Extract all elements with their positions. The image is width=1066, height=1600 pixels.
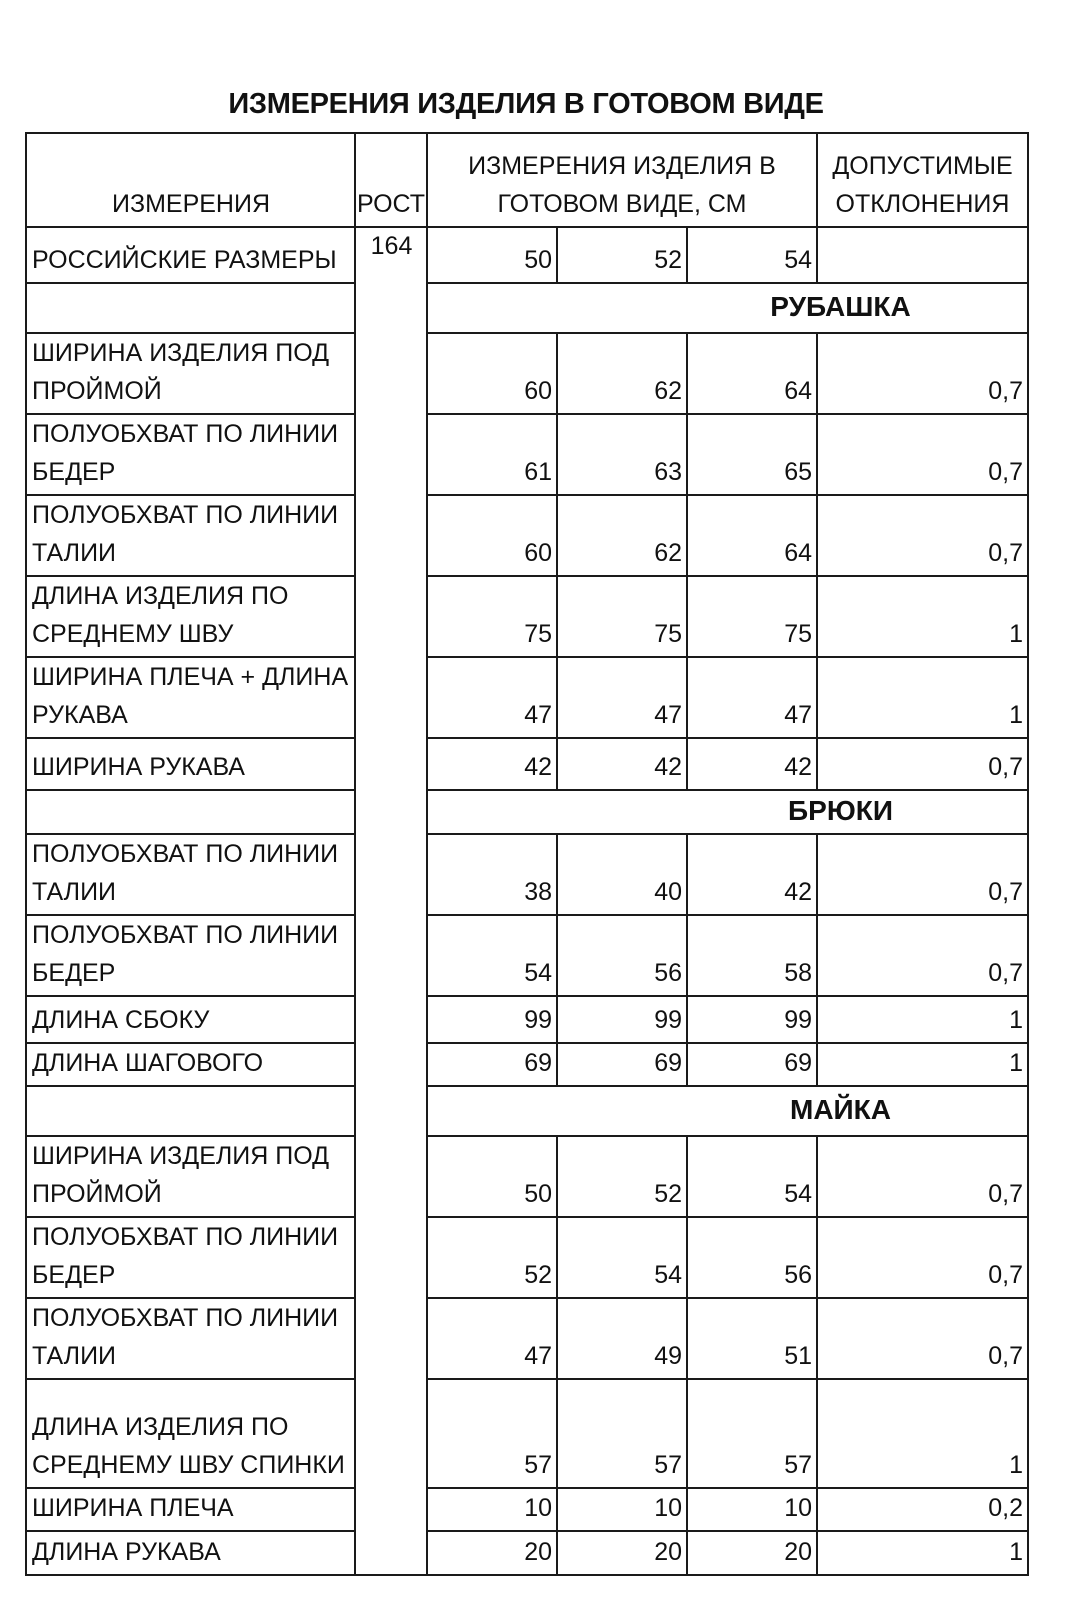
- section-empty-cell: [26, 790, 355, 834]
- tolerance-value: 1: [817, 657, 1028, 738]
- measure-value: 47: [427, 1298, 557, 1379]
- measure-label: ПОЛУОБХВАТ ПО ЛИНИИ ТАЛИИ: [26, 834, 355, 915]
- table-row: [26, 333, 1028, 414]
- table-row: [26, 1488, 1028, 1531]
- measure-value: 54: [557, 1217, 687, 1298]
- section-empty-cell: [26, 283, 355, 333]
- measure-value: 57: [427, 1379, 557, 1488]
- measure-value: 51: [687, 1298, 817, 1379]
- measure-label: ШИРИНА РУКАВА: [26, 738, 355, 790]
- measure-label: ШИРИНА ИЗДЕЛИЯ ПОД ПРОЙМОЙ: [26, 1136, 355, 1217]
- measure-label: ПОЛУОБХВАТ ПО ЛИНИИ БЕДЕР: [26, 1217, 355, 1298]
- measure-value: 54: [427, 915, 557, 996]
- measure-label: ДЛИНА ИЗДЕЛИЯ ПО СРЕДНЕМУ ШВУ: [26, 576, 355, 657]
- measure-value: 38: [427, 834, 557, 915]
- table-row: [26, 495, 1028, 576]
- header-measure: ИЗМЕРЕНИЯ: [26, 133, 355, 227]
- section-title: БРЮКИ: [427, 790, 1028, 834]
- measure-label: ПОЛУОБХВАТ ПО ЛИНИИ ТАЛИИ: [26, 495, 355, 576]
- measure-value: 52: [427, 1217, 557, 1298]
- measure-value: 61: [427, 414, 557, 495]
- measure-value: 56: [687, 1217, 817, 1298]
- measure-value: 57: [687, 1379, 817, 1488]
- table-row: [26, 414, 1028, 495]
- measure-value: 47: [687, 657, 817, 738]
- section-title: РУБАШКА: [427, 283, 1028, 333]
- measure-value: 20: [557, 1531, 687, 1575]
- tolerance-value: 0,7: [817, 333, 1028, 414]
- tolerance-value: 1: [817, 1379, 1028, 1488]
- measure-value: 47: [427, 657, 557, 738]
- tolerance-value: 0,7: [817, 738, 1028, 790]
- measure-value: 49: [557, 1298, 687, 1379]
- section-row: [26, 790, 1028, 834]
- measure-label: ДЛИНА РУКАВА: [26, 1531, 355, 1575]
- table-row: [26, 1298, 1028, 1379]
- measure-value: 58: [687, 915, 817, 996]
- size-value: 54: [687, 227, 817, 283]
- table-row: [26, 1217, 1028, 1298]
- table-row: [26, 576, 1028, 657]
- tolerance-value: 0,7: [817, 834, 1028, 915]
- measure-value: 69: [427, 1043, 557, 1086]
- size-tolerance-empty: [817, 227, 1028, 283]
- section-title: МАЙКА: [427, 1086, 1028, 1136]
- tolerance-value: 0,7: [817, 1298, 1028, 1379]
- measure-value: 57: [557, 1379, 687, 1488]
- measure-value: 40: [557, 834, 687, 915]
- measure-value: 75: [557, 576, 687, 657]
- measure-value: 75: [687, 576, 817, 657]
- section-empty-cell: [26, 1086, 355, 1136]
- measure-value: 62: [557, 495, 687, 576]
- measure-value: 20: [427, 1531, 557, 1575]
- tolerance-value: 1: [817, 1043, 1028, 1086]
- tolerance-value: 1: [817, 576, 1028, 657]
- measure-value: 99: [557, 996, 687, 1043]
- tolerance-value: 0,7: [817, 495, 1028, 576]
- measure-value: 42: [427, 738, 557, 790]
- measure-value: 75: [427, 576, 557, 657]
- header-rost: РОСТ: [355, 133, 427, 227]
- table-row: [26, 1531, 1028, 1575]
- measure-value: 64: [687, 333, 817, 414]
- sizes-row: [26, 227, 1028, 283]
- table-row: [26, 834, 1028, 915]
- measure-value: 65: [687, 414, 817, 495]
- header-row: [26, 133, 1028, 227]
- measure-value: 56: [557, 915, 687, 996]
- measure-value: 10: [427, 1488, 557, 1531]
- header-tolerance: ДОПУСТИМЫЕ ОТКЛОНЕНИЯ: [817, 133, 1028, 227]
- measure-value: 54: [687, 1136, 817, 1217]
- measure-value: 69: [557, 1043, 687, 1086]
- measure-value: 50: [427, 1136, 557, 1217]
- measure-value: 10: [687, 1488, 817, 1531]
- page-title: ИЗМЕРЕНИЯ ИЗДЕЛИЯ В ГОТОВОМ ВИДЕ: [228, 88, 824, 120]
- size-value: 52: [557, 227, 687, 283]
- tolerance-value: 1: [817, 1531, 1028, 1575]
- size-chart-table: [25, 132, 1029, 1576]
- header-values: ИЗМЕРЕНИЯ ИЗДЕЛИЯ В ГОТОВОМ ВИДЕ, СМ: [427, 133, 817, 227]
- measure-label: ШИРИНА ИЗДЕЛИЯ ПОД ПРОЙМОЙ: [26, 333, 355, 414]
- measure-label: ПОЛУОБХВАТ ПО ЛИНИИ БЕДЕР: [26, 915, 355, 996]
- measure-value: 60: [427, 495, 557, 576]
- tolerance-value: 1: [817, 996, 1028, 1043]
- tolerance-value: 0,7: [817, 414, 1028, 495]
- table-row: [26, 1379, 1028, 1488]
- size-value: 50: [427, 227, 557, 283]
- tolerance-value: 0,7: [817, 1136, 1028, 1217]
- measure-label: ДЛИНА ШАГОВОГО: [26, 1043, 355, 1086]
- measure-value: 47: [557, 657, 687, 738]
- measure-value: 62: [557, 333, 687, 414]
- table-row: [26, 657, 1028, 738]
- measure-value: 99: [427, 996, 557, 1043]
- measure-label: ПОЛУОБХВАТ ПО ЛИНИИ БЕДЕР: [26, 414, 355, 495]
- measure-value: 42: [687, 834, 817, 915]
- measure-value: 69: [687, 1043, 817, 1086]
- measure-value: 20: [687, 1531, 817, 1575]
- section-row: [26, 1086, 1028, 1136]
- measure-label: ПОЛУОБХВАТ ПО ЛИНИИ ТАЛИИ: [26, 1298, 355, 1379]
- table-row: [26, 996, 1028, 1043]
- measure-value: 60: [427, 333, 557, 414]
- measure-label: ДЛИНА ИЗДЕЛИЯ ПО СРЕДНЕМУ ШВУ СПИНКИ: [26, 1379, 355, 1488]
- tolerance-value: 0,7: [817, 915, 1028, 996]
- measure-value: 63: [557, 414, 687, 495]
- measure-label: ШИРИНА ПЛЕЧА + ДЛИНА РУКАВА: [26, 657, 355, 738]
- table-row: [26, 915, 1028, 996]
- measure-value: 64: [687, 495, 817, 576]
- measure-label: ДЛИНА СБОКУ: [26, 996, 355, 1043]
- rost-value: 164: [355, 227, 427, 1575]
- measure-value: 10: [557, 1488, 687, 1531]
- table-row: [26, 738, 1028, 790]
- measure-value: 99: [687, 996, 817, 1043]
- table-row: [26, 1043, 1028, 1086]
- sizes-label: РОССИЙСКИЕ РАЗМЕРЫ: [26, 227, 355, 283]
- section-row: [26, 283, 1028, 333]
- measure-value: 42: [557, 738, 687, 790]
- measure-value: 42: [687, 738, 817, 790]
- tolerance-value: 0,2: [817, 1488, 1028, 1531]
- tolerance-value: 0,7: [817, 1217, 1028, 1298]
- table-row: [26, 1136, 1028, 1217]
- measure-value: 52: [557, 1136, 687, 1217]
- measure-label: ШИРИНА ПЛЕЧА: [26, 1488, 355, 1531]
